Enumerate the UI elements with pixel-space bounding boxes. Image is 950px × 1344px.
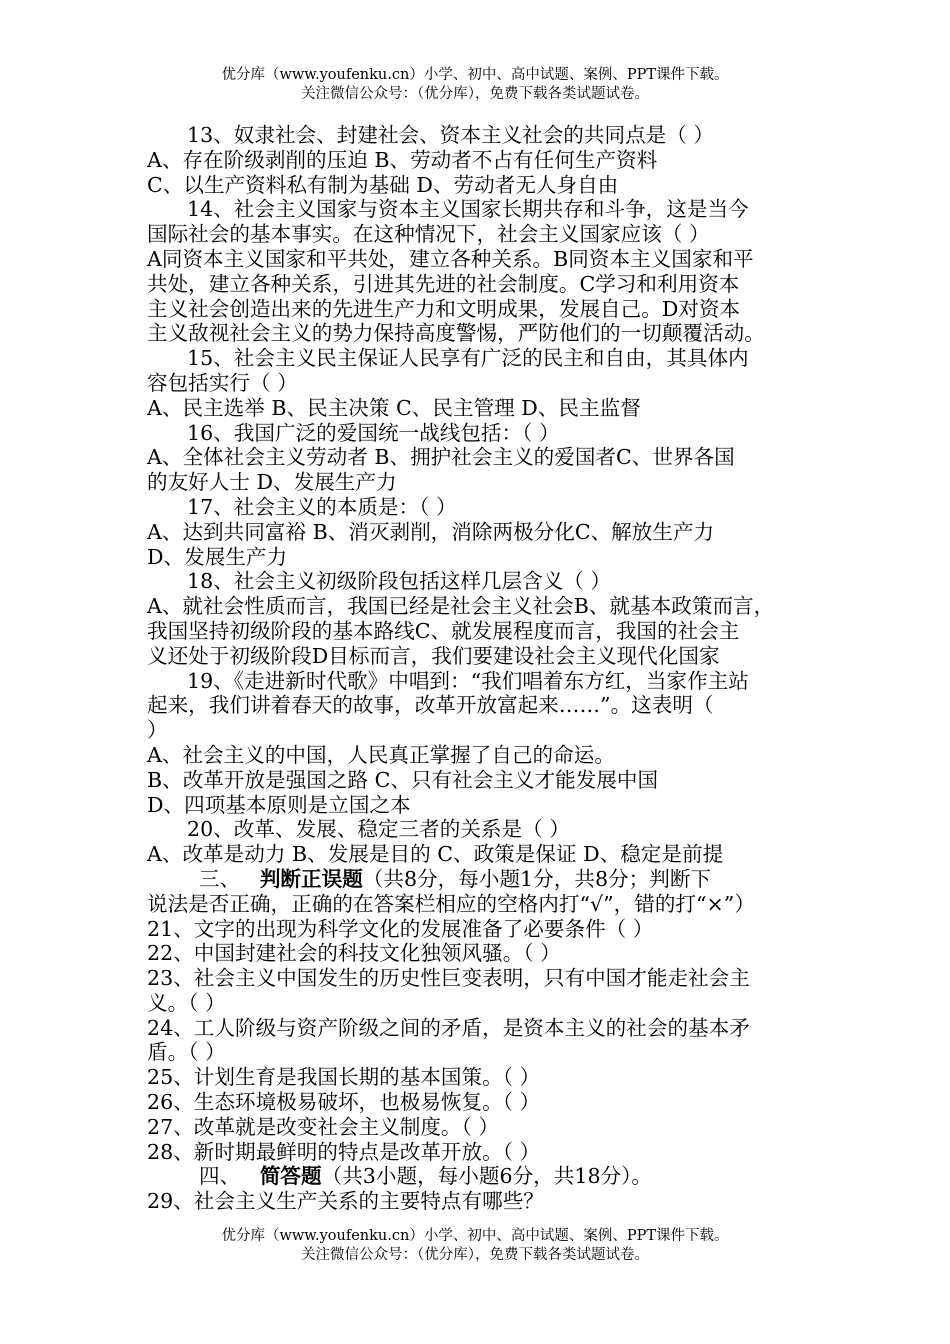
question-18-options-2: 我国坚持初级阶段的基本路线C、就发展程度而言，我国的社会主 [147,618,740,643]
question-29: 29、社会主义生产关系的主要特点有哪些？ [147,1189,544,1214]
section-3-title: 判断正误题 [259,866,363,891]
page-footer [0,1227,950,1265]
question-14-line-3: A同资本主义国家和平共处，建立各种关系。B同资本主义国家和平 [147,246,754,271]
judgment-27: 27、改革就是改变社会主义制度。（ ） [147,1114,499,1139]
header-line-2: 关注微信公众号：（优分库），免费下载各类试题试卷。 [301,86,649,102]
judgment-26: 26、生态环境极易破坏，也极易恢复。（ ） [147,1090,541,1115]
section-3-heading [147,867,817,892]
footer-line-2: 关注微信公众号：（优分库），免费下载各类试题试卷。 [301,1247,649,1263]
question-19-line-3: ） [147,718,168,743]
question-16-stem: 16、我国广泛的爱国统一战线包括：（ ） [187,420,560,445]
judgment-23-line-1: 23、社会主义中国发生的历史性巨变表明，只有中国才能走社会主 [147,966,750,991]
judgment-22: 22、中国封建社会的科技文化独领风骚。（ ） [147,941,561,966]
question-13-options-1: A、存在阶级剥削的压迫 B、劳动者不占有任何生产资料 [147,147,658,172]
page-header [0,66,950,104]
question-19-line-2: 起来，我们讲着春天的故事，改革开放富起来……”。这表明（ [147,693,714,718]
question-17-stem: 17、社会主义的本质是：（ ） [187,494,457,519]
header-line-1: 优分库（www.youfenku.cn）小学、初中、高中试题、案例、PPT课件下载。 [221,67,729,83]
question-14-line-6: 主义敌视社会主义的势力保持高度警惕，严防他们的一切颠覆活动。 [147,321,765,346]
judgment-28: 28、新时期最鲜明的特点是改革开放。（ ） [147,1139,541,1164]
question-19-option-a: A、社会主义的中国，人民真正掌握了自己的命运。 [147,742,615,767]
section-3-desc-2: 说法是否正确，正确的在答案栏相应的空格内打“√”，错的打“×”） [147,891,755,916]
judgment-24-line-1: 24、工人阶级与资产阶级之间的矛盾，是资本主义的社会的基本矛 [147,1015,750,1040]
question-14-line-2: 国际社会的基本事实。在这种情况下，社会主义国家应该（ ） [147,222,710,247]
section-4-number: 四、 [199,1164,241,1189]
section-4-heading [147,1164,817,1189]
question-14-line-5: 主义社会创造出来的先进生产力和文明成果，发展自己。D对资本 [147,296,741,321]
judgment-21: 21、文字的出现为科学文化的发展准备了必要条件（ ） [147,916,654,941]
question-15-line-1: 15、社会主义民主保证人民享有广泛的民主和自由，其具体内 [187,346,749,371]
section-3-number: 三、 [199,866,241,891]
question-16-options-2: 的友好人士 D、发展生产力 [147,470,397,495]
question-14-line-1: 14、社会主义国家与资本主义国家长期共存和斗争，这是当今 [187,197,749,222]
question-13-stem: 13、奴隶社会、封建社会、资本主义社会的共同点是（ ） [187,123,714,147]
section-4-desc: （共3小题，每小题6分，共18分）。 [321,1164,653,1189]
question-15-options: A、民主选举 B、民主决策 C、民主管理 D、民主监督 [147,395,641,420]
judgment-24-line-2: 盾。（ ） [147,1040,226,1065]
question-18-stem: 18、社会主义初级阶段包括这样几层含义（ ） [187,569,612,594]
section-3-desc-1: （共8分，每小题1分，共8分；判断下 [362,866,712,891]
question-14-line-4: 共处，建立各种关系，引进其先进的社会制度。C学习和利用资本 [147,271,740,296]
question-20-options: A、改革是动力 B、发展是目的 C、政策是保证 D、稳定是前提 [147,842,724,867]
question-19-option-d: D、四项基本原则是立国之本 [147,792,411,817]
question-17-options-1: A、达到共同富裕 B、消灭剥削，消除两极分化C、解放生产力 [147,519,715,544]
judgment-25: 25、计划生育是我国长期的基本国策。（ ） [147,1065,541,1090]
question-19-line-1: 19、《走进新时代歌》中唱到：“我们唱着东方红，当家作主站 [187,668,749,693]
question-18-options-3: 义还处于初级阶段D目标而言，我们要建设社会主义现代化国家 [147,643,720,668]
question-18-options-1: A、就社会性质而言，我国已经是社会主义社会B、就基本政策而言， [147,594,775,619]
question-19-option-bc: B、改革开放是强国之路 C、只有社会主义才能发展中国 [147,767,659,792]
question-17-options-2: D、发展生产力 [147,544,288,569]
question-16-options-1: A、全体社会主义劳动者 B、拥护社会主义的爱国者C、世界各国 [147,445,735,470]
section-4-title: 简答题 [259,1164,322,1189]
document-body [147,123,817,1214]
question-20-stem: 20、改革、发展、稳定三者的关系是（ ） [187,817,570,842]
footer-line-1: 优分库（www.youfenku.cn）小学、初中、高中试题、案例、PPT课件下载。 [221,1228,729,1244]
judgment-23-line-2: 义。（ ） [147,990,226,1015]
question-15-line-2: 容包括实行（ ） [147,370,298,395]
question-13-options-2: C、以生产资料私有制为基础 D、劳动者无人身自由 [147,172,619,197]
